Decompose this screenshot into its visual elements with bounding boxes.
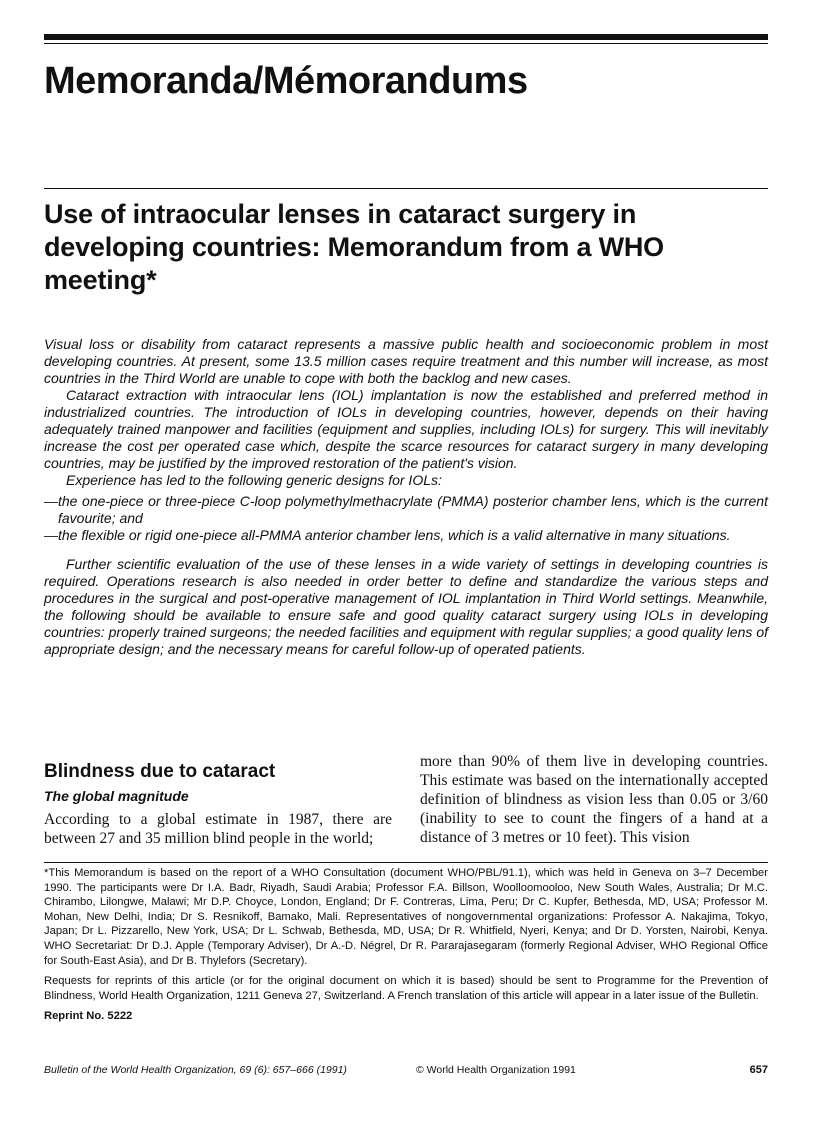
title-rule — [44, 188, 768, 189]
footnote-rule — [44, 862, 768, 863]
section-heading-blindness: Blindness due to cataract — [44, 761, 276, 782]
top-rule-thin — [44, 43, 768, 44]
subheading-global-magnitude: The global magnitude — [44, 788, 189, 804]
column-right — [420, 752, 768, 847]
page-footer — [44, 1062, 768, 1078]
abstract-paragraph-4: Further scientific evaluation of the use of these lenses in a wide variety of settings in developing countries is required. Operations research is also needed in order better to define and standardize the various steps and procedures in the surgical and post-operative management of IOL implantation in Third World settings. Meanwhile, the following should be available to ensure safe and good quality cataract surgery using IOLs in developing countries: properly trained surgeons; the needed facilities and equipment with regular supplies; a good quality lens of appropriate design; and the necessary means for careful follow-up of operated patients. — [44, 556, 768, 657]
footnote-reprint-requests: Requests for reprints of this article (or for the original document on which it is based) should be sent to Programme for the Prevention of Blindness, World Health Organization, 1211 Geneva 27, Switzerland. A French translation of this article will appear in a later issue of the Bulletin. — [44, 975, 768, 1002]
section-title: Memoranda/Mémorandums — [44, 60, 528, 102]
top-rule-thick — [44, 34, 768, 40]
column-left — [44, 760, 392, 848]
journal-citation: Bulletin of the World Health Organization, 69 (6): 657–666 (1991) — [44, 1064, 347, 1076]
abstract-paragraph-1: Visual loss or disability from cataract represents a massive public health and socioeconomic problem in most developing countries. At present, some 13.5 million cases require treatment and this number will increase, as most countries in the Third World are unable to cope with both the backlog and new cases. — [44, 336, 768, 386]
article-title: Use of intraocular lenses in cataract surgery in developing countries: Memorandum from a WHO meeting* — [44, 199, 664, 295]
abstract-paragraph-2: Cataract extraction with intraocular lens (IOL) implantation is now the established and preferred method in industrialized countries. The introduction of IOLs in developing countries, however, depends on their having adequately trained manpower and facilities (equipment and supplies, including IOLs) for surgery. This will inevitably increase the cost per operated case which, despite the scarce resources for cataract surgery in many developing countries, may be justified by the improved restoration of the patient's vision. — [44, 387, 768, 471]
page-number: 657 — [749, 1064, 768, 1076]
abstract-list — [44, 493, 768, 544]
body-paragraph-left: According to a global estimate in 1987, there are between 27 and 35 million blind people in the world; — [44, 811, 392, 847]
body-paragraph-right: more than 90% of them live in developing countries. This estimate was based on the internationally accepted definition of blindness as vision less than 0.05 or 3/60 (inability to see to count the fingers of a hand at a distance of 3 metres or 10 feet). This vision — [420, 753, 768, 846]
list-item: —the flexible or rigid one-piece all-PMMA anterior chamber lens, which is a valid alternative in many situations. — [44, 527, 731, 543]
abstract-paragraph-3: Experience has led to the following generic designs for IOLs: — [66, 472, 442, 488]
reprint-number: Reprint No. 5222 — [44, 1010, 133, 1023]
footnotes — [44, 866, 768, 1030]
list-item: —the one-piece or three-piece C-loop polymethylmethacrylate (PMMA) posterior chamber lens, which is the current favourite; and — [44, 493, 768, 526]
abstract — [44, 336, 768, 658]
copyright-notice: © World Health Organization 1991 — [416, 1064, 576, 1076]
footnote-consultation: *This Memorandum is based on the report of a WHO Consultation (document WHO/PBL/91.1), which was held in Geneva on 3–7 December 1990. The participants were Dr I.A. Badr, Riyadh, Saudi Arabia; Professor F.A. Billson, Woolloomooloo, New South Wales, Australia; Dr M.C. Chirambo, Lilongwe, Malawi; Mr D.P. Choyce, London, England; Dr F. Contreras, Lima, Peru; Dr C. Kupfer, Bethesda, MD, USA; Professor M. Mohan, New Delhi, India; Dr S. Resnikoff, Bamako, Mali. Representatives of nongovernmental organizations: Professor A. Nakajima, Tokyo, Japan; Dr L. Pizzarello, New York, USA; Dr L. Schwab, Bethesda, MD, USA; Dr R. Whitfield, Nyeri, Kenya; and Dr D. Yorsten, Nairobi, Kenya. WHO Secretariat: Dr D.J. Apple (Temporary Adviser), Dr A.-D. Négrel, Dr R. Pararajasegaram (formerly Regional Adviser, WHO Regional Office for South-East Asia), and Dr B. Thylefors (Secretary). — [44, 867, 768, 967]
